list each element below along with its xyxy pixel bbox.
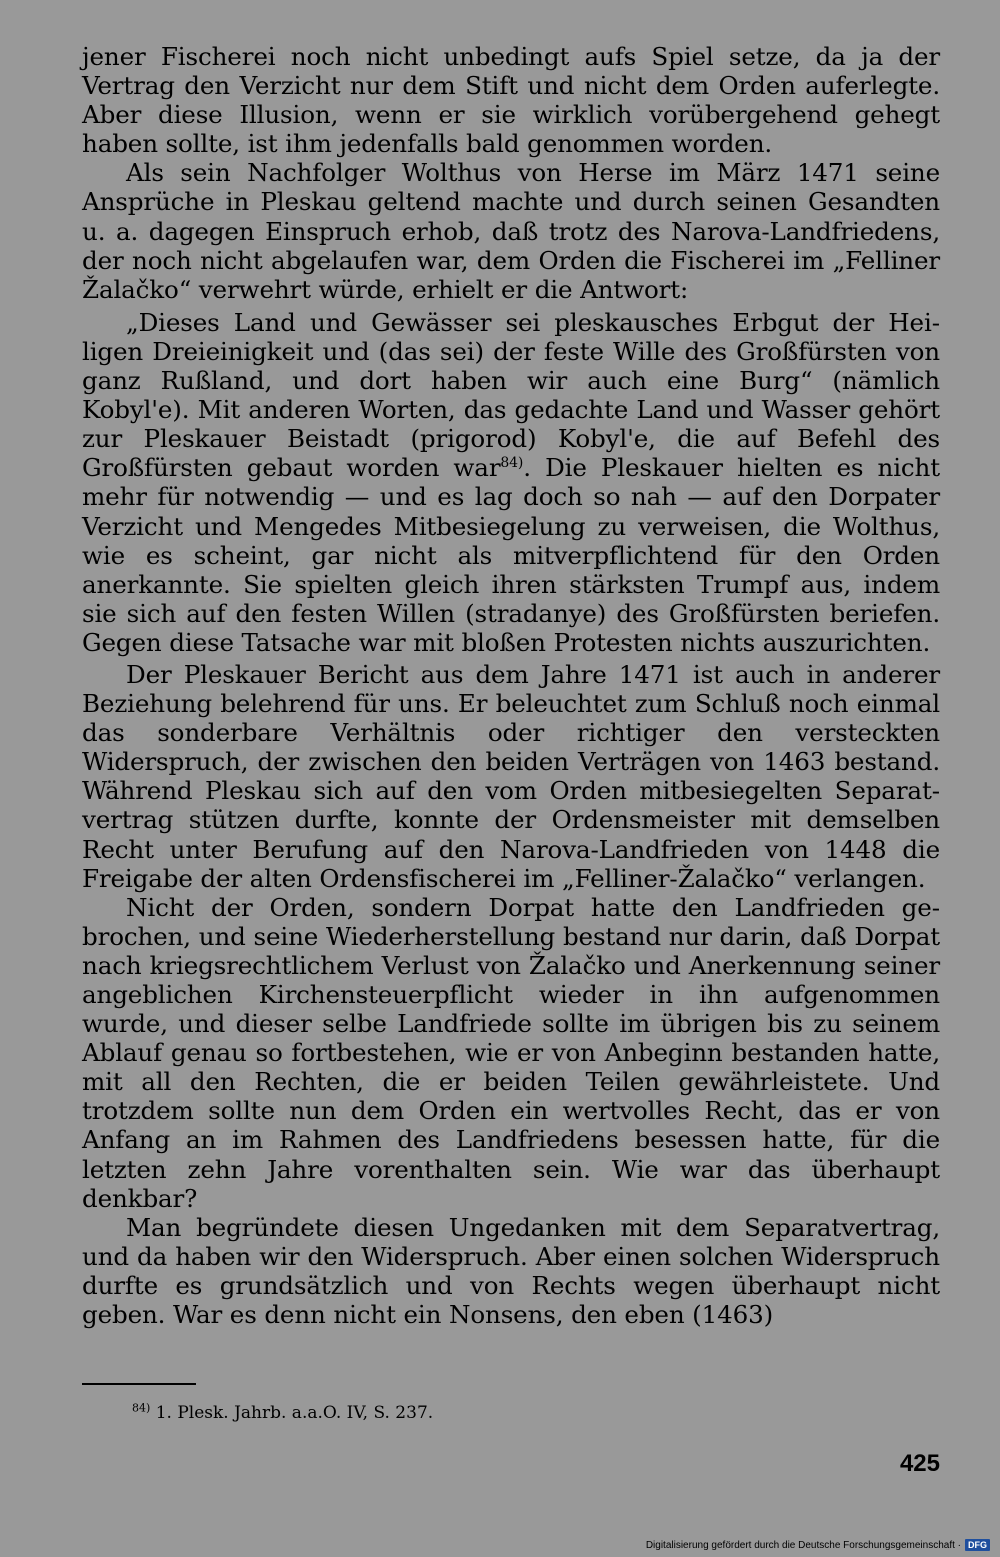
body-text bbox=[82, 42, 940, 1329]
paragraph: jener Fischerei noch nicht unbedingt aufs Spiel setze, da ja der Vertrag den Verzicht nur dem Stift und nicht dem Orden auferlegte. Aber diese Illusion, wenn er sie wirklich vorübergehend gehegt haben sollte, ist ihm jedenfalls bald genommen worden. bbox=[82, 42, 940, 159]
paragraph: Der Pleskauer Bericht aus dem Jahre 1471 ist auch in anderer Beziehung belehrend für uns. Er beleuchtet zum Schluß noch einmal das sonderbare Verhältnis oder richtiger den versteckten Widerspruch, der zwischen den beiden Verträgen von 1463 bestand. Während Pleskau sich auf den vom Orden mitbesiegelten Separatvertrag stützen durfte, konnte der Ordensmeister mit demselben Recht unter Berufung auf den Narova-Landfrieden von 1448 die Freigabe der alten Ordensfischerei im „Felliner-Žalačko“ verlangen. bbox=[82, 659, 940, 893]
footnote-separator bbox=[82, 1383, 196, 1385]
paragraph: Als sein Nachfolger Wolthus von Herse im März 1471 seine Ansprüche in Pleskau geltend machte und durch seinen Gesandten u. a. dagegen Einspruch erhob, daß trotz des Narova-Landfriedens, der noch nicht abgelaufen war, dem Orden die Fischerei im „Felliner Žalačko“ verwehrt würde, erhielt er die Antwort: bbox=[82, 158, 940, 304]
quoted-paragraph bbox=[82, 308, 940, 657]
paragraph: Man begründete diesen Ungedanken mit dem Separatvertrag, und da haben wir den Widerspruch. Aber einen solchen Widerspruch durfte es grundsätzlich und von Rechts wegen überhaupt nicht geben. War es denn nicht ein Nonsens, den eben (1463) bbox=[82, 1212, 940, 1330]
quote-text: „Dieses Land und Gewässer sei pleskausches Erbgut der Heiligen Dreieinigkeit und (das sei) der feste Wille des Großfürsten von ganz Rußland, und dort haben wir auch eine Burg“ (nämlich Kobyl'e). Mit anderen Worten, das gedachte Land und Wasser gehört zur Pleskauer Beistadt (prigorod) Kobyl'e, die auf Befehl des Großfürsten gebaut worden war bbox=[82, 307, 940, 483]
footnote-mark: 84) bbox=[132, 1401, 151, 1415]
quote-continuation: . Die Pleskauer hielten es nicht mehr für notwendig — und es lag doch so nah — auf den Dorpater Verzicht und Mengedes Mitbesiegelung zu verweisen, die Wolthus, wie es scheint, gar nicht als mitverpflichtend für den Orden anerkannte. Sie spielten gleich ihren stärksten Trumpf aus, indem sie sich auf den festen Willen (stradanye) des Großfürsten beriefen. Gegen diese Tatsache war mit bloßen Protesten nichts auszurichten. bbox=[82, 453, 940, 657]
credit-text: Digitalisierung gefördert durch die Deutsche Forschungsgemeinschaft · bbox=[645, 1539, 961, 1551]
dfg-logo-icon: DFG bbox=[965, 1539, 990, 1551]
page-number: 425 bbox=[899, 1450, 940, 1477]
footnote-reference[interactable]: 84) bbox=[500, 455, 524, 472]
digitization-credit bbox=[646, 1539, 990, 1551]
footnote bbox=[132, 1402, 433, 1424]
paragraph: Nicht der Orden, sondern Dorpat hatte den Landfrieden gebrochen, und seine Wiederherstellung bestand nur darin, daß Dorpat nach kriegsrechtlichem Verlust von Žalačko und Anerkennung seiner angeblichen Kirchensteuerpflicht wieder in ihn aufgenommen wurde, und dieser selbe Landfriede sollte im übrigen bis zu seinem Ablauf genau so fortbestehen, wie er von Anbeginn bestanden hatte, mit all den Rechten, die er beiden Teilen gewährleistete. Und trotzdem sollte nun dem Orden ein wertvolles Recht, das er von Anfang an im Rahmen des Landfriedens besessen hatte, für die letzten zehn Jahre vorenthalten sein. Wie war das überhaupt denkbar? bbox=[82, 892, 940, 1213]
footnote-text: 1. Plesk. Jahrb. a.a.O. IV, S. 237. bbox=[150, 1403, 434, 1423]
